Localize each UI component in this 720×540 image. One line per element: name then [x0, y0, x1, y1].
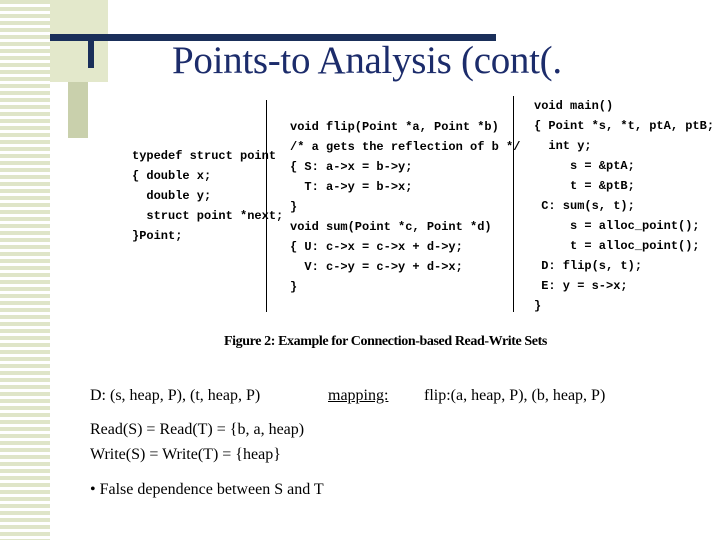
mapping-label: mapping:	[328, 387, 389, 404]
flip-mapping-line: flip:(a, heap, P), (b, heap, P)	[424, 387, 606, 404]
title-rule-vertical	[88, 34, 94, 68]
figure-caption: Figure 2: Example for Connection-based Read-Write Sets	[224, 334, 547, 349]
d-points-to-line: D: (s, heap, P), (t, heap, P)	[90, 387, 261, 404]
decorative-square	[50, 0, 108, 82]
slide-title: Points-to Analysis (cont(.	[172, 39, 562, 82]
code-main-function: void main() { Point *s, *t, ptA, ptB; int y; s = &ptA; t = &ptB; C: sum(s, t); s = alloc_point(); t = alloc_point(); D: flip(s, t); E: y = s->x; }	[534, 99, 715, 313]
code-flip-sum-functions: void flip(Point *a, Point *b) /* a gets the reflection of b */ { S: a->x = b->y; T: a->y = b->x; } void sum(Point *c, Point *d) { U: c->x = c->x + d->y; V: c->y = c->y + d->x; }	[290, 120, 521, 294]
decorative-stripe	[0, 0, 50, 540]
write-set-line: Write(S) = Write(T) = {heap}	[90, 446, 281, 463]
false-dependence-bullet: • False dependence between S and T	[90, 481, 324, 498]
code-struct-definition: typedef struct point { double x; double y; struct point *next; }Point;	[132, 149, 284, 243]
read-set-line: Read(S) = Read(T) = {b, a, heap)	[90, 421, 305, 438]
decorative-square-inner	[68, 82, 88, 138]
